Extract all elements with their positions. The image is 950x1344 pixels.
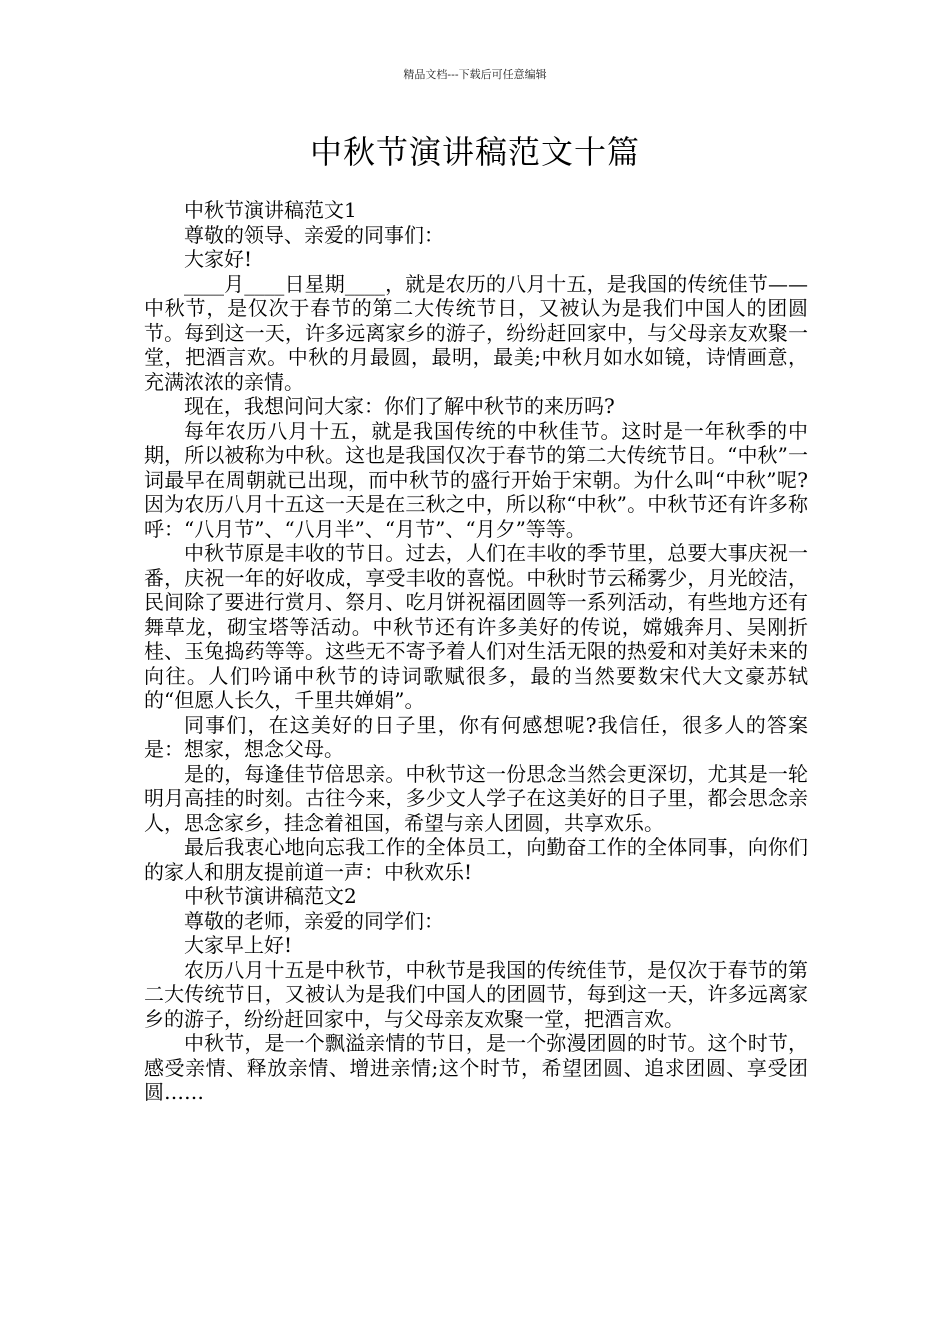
- document-title: 中秋节演讲稿范文十篇: [309, 133, 640, 171]
- body-paragraph: 中秋节原是丰收的节日。过去，人们在丰收的季节里，总要大事庆祝一番，庆祝一年的好收成，享受丰收的喜悦。中秋时节云稀雾少，月光皎洁，民间除了要进行赏月、祭月、吃月饼祝福团圆等一系列活动，有些地方还有舞草龙，砌宝塔等活动。中秋节还有许多美好的传说，嫦娥奔月、吴刚折桂、玉兔捣药等等。这些无不寄予着人们对生活无限的热爱和对美好未来的向往。人们吟诵中秋节的诗词歌赋很多，最的当然要数宋代大文豪苏轼的“但愿人长久，千里共婵娟”。: [144, 541, 808, 712]
- greeting: 大家好!: [184, 247, 253, 271]
- greeting: 大家早上好!: [184, 933, 293, 957]
- body-paragraph: 最后我衷心地向忘我工作的全体员工，向勤奋工作的全体同事，向你们的家人和朋友提前道一声：中秋欢乐!: [144, 835, 808, 884]
- body-paragraph: 是的，每逢佳节倍思亲。中秋节这一份思念当然会更深切，尤其是一轮明月高挂的时刻。古往今来，多少文人学子在这美好的日子里，都会思念亲人，思念家乡，挂念着祖国，希望与亲人团圆，共享欢乐。: [144, 761, 808, 835]
- salutation: 尊敬的老师，亲爱的同学们：: [184, 908, 444, 933]
- body-paragraph: 同事们，在这美好的日子里，你有何感想呢?我信任，很多人的答案是：想家，想念父母。: [144, 712, 808, 761]
- body-paragraph: ____月____日星期____，就是农历的八月十五，是我国的传统佳节——中秋节，是仅次于春节的第二大传统节日，又被认为是我们中国人的团圆节。每到这一天，许多远离家乡的游子，纷纷赶回家中，与父母亲友欢聚一堂，把酒言欢。中秋的月最圆，最明，最美;中秋月如水如镜，诗情画意，充满浓浓的亲情。: [144, 271, 808, 394]
- body-paragraph: 每年农历八月十五，就是我国传统的中秋佳节。这时是一年秋季的中期，所以被称为中秋。这也是我国仅次于春节的第二大传统节日。“中秋”一词最早在周朝就已出现，而中秋节的盛行开始于宋朝。为什么叫“中秋”呢?因为农历八月十五这一天是在三秋之中，所以称“中秋”。中秋节还有许多称呼：“八月节”、“八月半”、“月节”、“月夕”等等。: [144, 418, 808, 541]
- section-heading: 中秋节演讲稿范文2: [184, 884, 357, 908]
- document-body: [144, 198, 808, 1105]
- section-heading: 中秋节演讲稿范文1: [184, 198, 357, 222]
- document-header-note: 精品文档---下载后可任意编辑: [403, 68, 547, 81]
- salutation: 尊敬的领导、亲爱的同事们：: [184, 222, 444, 247]
- body-paragraph: 农历八月十五是中秋节，中秋节是我国的传统佳节，是仅次于春节的第二大传统节日，又被认为是我们中国人的团圆节，每到这一天，许多远离家乡的游子，纷纷赶回家中，与父母亲友欢聚一堂，把酒言欢。: [144, 957, 808, 1031]
- body-paragraph: 现在，我想问问大家：你们了解中秋节的来历吗?: [184, 394, 615, 418]
- body-paragraph: 中秋节，是一个飘溢亲情的节日，是一个弥漫团圆的时节。这个时节，感受亲情、释放亲情、增进亲情;这个时节，希望团圆、追求团圆、享受团圆……: [144, 1031, 808, 1104]
